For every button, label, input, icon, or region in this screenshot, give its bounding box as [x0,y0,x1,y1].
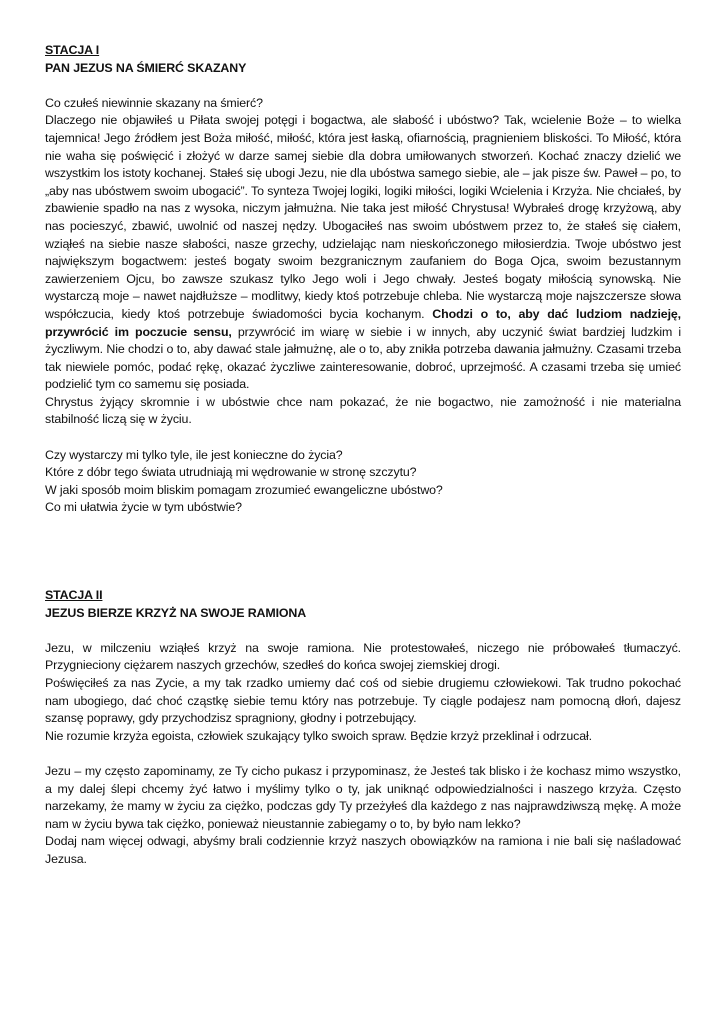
station-1-bold-text: Chodzi o to, aby dać ludziom nadzieję, przywrócić im poczucie sensu, [45,306,681,339]
station-1-text-a: Dlaczego nie objawiłeś u Piłata swojej potęgi i bogactwa, ale słabość i ubóstwo? Tak, wcielenie Boże – to wielka tajemnica! Jego źródłem jest Boża miłość, miłość, która jest łaską, ofiarnością, pragnieniem bliskości. To Miłość, która nie waha się poświęcić i złożyć w darze samej siebie dla dobra umiłowanych stworzeń. Kochać znaczy dzielić we wszystkim los istoty kochanej. Stałeś się ubogi Jezu, nie dla ubóstwa samego siebie, ale – jak pisze św. Paweł – po, to „aby nas ubóstwem swoim ubogacić”. To synteza Twojej logiki, logiki miłości, logiki Wcielenia i Krzyża. Nie chciałeś, by zbawienie spadło na nas z wysoka, niczym jałmużna. Nie taka jest miłość Chrystusa! Wybrałeś drogę krzyżową, aby nas pocieszyć, zbawić, uwolnić od naszej nędzy. Ubogaciłeś nas swoim ubóstwem przez to, że stałeś się ciałem, wziąłeś na siebie nasze słabości, nasze grzechy, udzielając nam nieskończonego miłosierdzia. Twoje ubóstwo jest największym bogactwem: jesteś bogaty swoim bezgranicznym zaufaniem do Boga Ojca, swoim bezustannym zawierzeniem Ojcu, bo zawsze szukasz tylko Jego woli i Jego chwały. Jesteś bogaty miłością synowską. Nie wystarczą moje – nawet najdłuższe – modlitwy, kiedy ktoś potrzebuje chleba. Nie wystarczą moje najszczersze słowa współczucia, kiedy ktoś potrzebuje świadomości bycia kochanym. [45,113,681,321]
document-body [45,42,681,869]
station-2-paragraph-e: Dodaj nam więcej odwagi, abyśmy brali codziennie krzyż naszych obowiązków na ramiona i nie bali się naśladować Jezusa. [45,834,681,866]
station-2-paragraph-d: Jezu – my często zapominamy, ze Ty cicho pukasz i przypominasz, że Jesteś tak blisko i że kochasz mimo wszystko, a my dalej ślepi chcemy żyć łatwo i myślimy tylko o ty, jak uniknąć odpowiedzialności i naszego krzyża. Często narzekamy, że mamy w życiu za ciężko, podczas gdy Ty przeżyłeś dla każdego z nas najprawdziwszą mękę. A może nam w życiu bywa tak ciężko, ponieważ nieustannie zabiegamy o to, by było nam lekko? [45,763,681,831]
station-1-text-b: przywrócić im wiarę w siebie i w innych, aby uczynić świat bardziej ludzkim i życzliwym. Nie chodzi o to, aby dawać stale jałmużnę, ale o to, aby znikła potrzeba dawania jałmużny. Czasami trzeba tak niewiele pomóc, podać rękę, okazać życzliwe zainteresowanie, dobroć, uprzejmość. A czasami trzeba się umieć podzielić tym co samemu się posiada. [45,324,682,392]
station-2-paragraph-a: Jezu, w milczeniu wziąłeś krzyż na swoje ramiona. Nie protestowałeś, niczego nie próbowałeś tłumaczyć. Przygnieciony ciężarem naszych grzechów, szedłeś do końca swojej ziemskiej drogi. [45,640,681,673]
reflection-question: W jaki sposób moim bliskim pomagam zrozumieć ewangeliczne ubóstwo? [45,482,443,497]
station-1-closing: Chrystus żyjący skromnie i w ubóstwie chce nam pokazać, że nie bogactwo, nie zamożność i nie materialna stabilność liczą się w życiu. [45,394,681,427]
station-2-label: STACJA II [45,588,103,603]
station-2-paragraph-c: Nie rozumie krzyża egoista, człowiek szukający tylko swoich spraw. Będzie krzyż przeklinał i odrzucał. [45,728,592,743]
station-1-question: Co czułeś niewinnie skazany na śmierć? [45,95,263,110]
reflection-question: Które z dóbr tego świata utrudniają mi wędrowanie w stronę szczytu? [45,465,417,480]
station-1-label: STACJA I [45,43,100,57]
reflection-question: Co mi ułatwia życie w tym ubóstwie? [45,500,242,515]
reflection-question: Czy wystarczy mi tylko tyle, ile jest konieczne do życia? [45,447,343,462]
station-1-title: PAN JEZUS NA ŚMIERĆ SKAZANY [45,60,247,75]
station-1-paragraph [45,112,681,394]
station-2-paragraph-b: Poświęciłeś za nas Zycie, a my tak rzadko umiemy dać coś od siebie drugiemu człowiekowi. Tak trudno pokochać nam ubogiego, dać choć cząstkę siebie temu który nas potrzebuje. Ty ciągle podajesz nam pomocną dłoń, dajesz szansę poprawy, gdy przychodzisz spragniony, głodny i potrzebujący. [45,676,681,726]
station-2-title: JEZUS BIERZE KRZYŻ NA SWOJE RAMIONA [45,605,307,620]
